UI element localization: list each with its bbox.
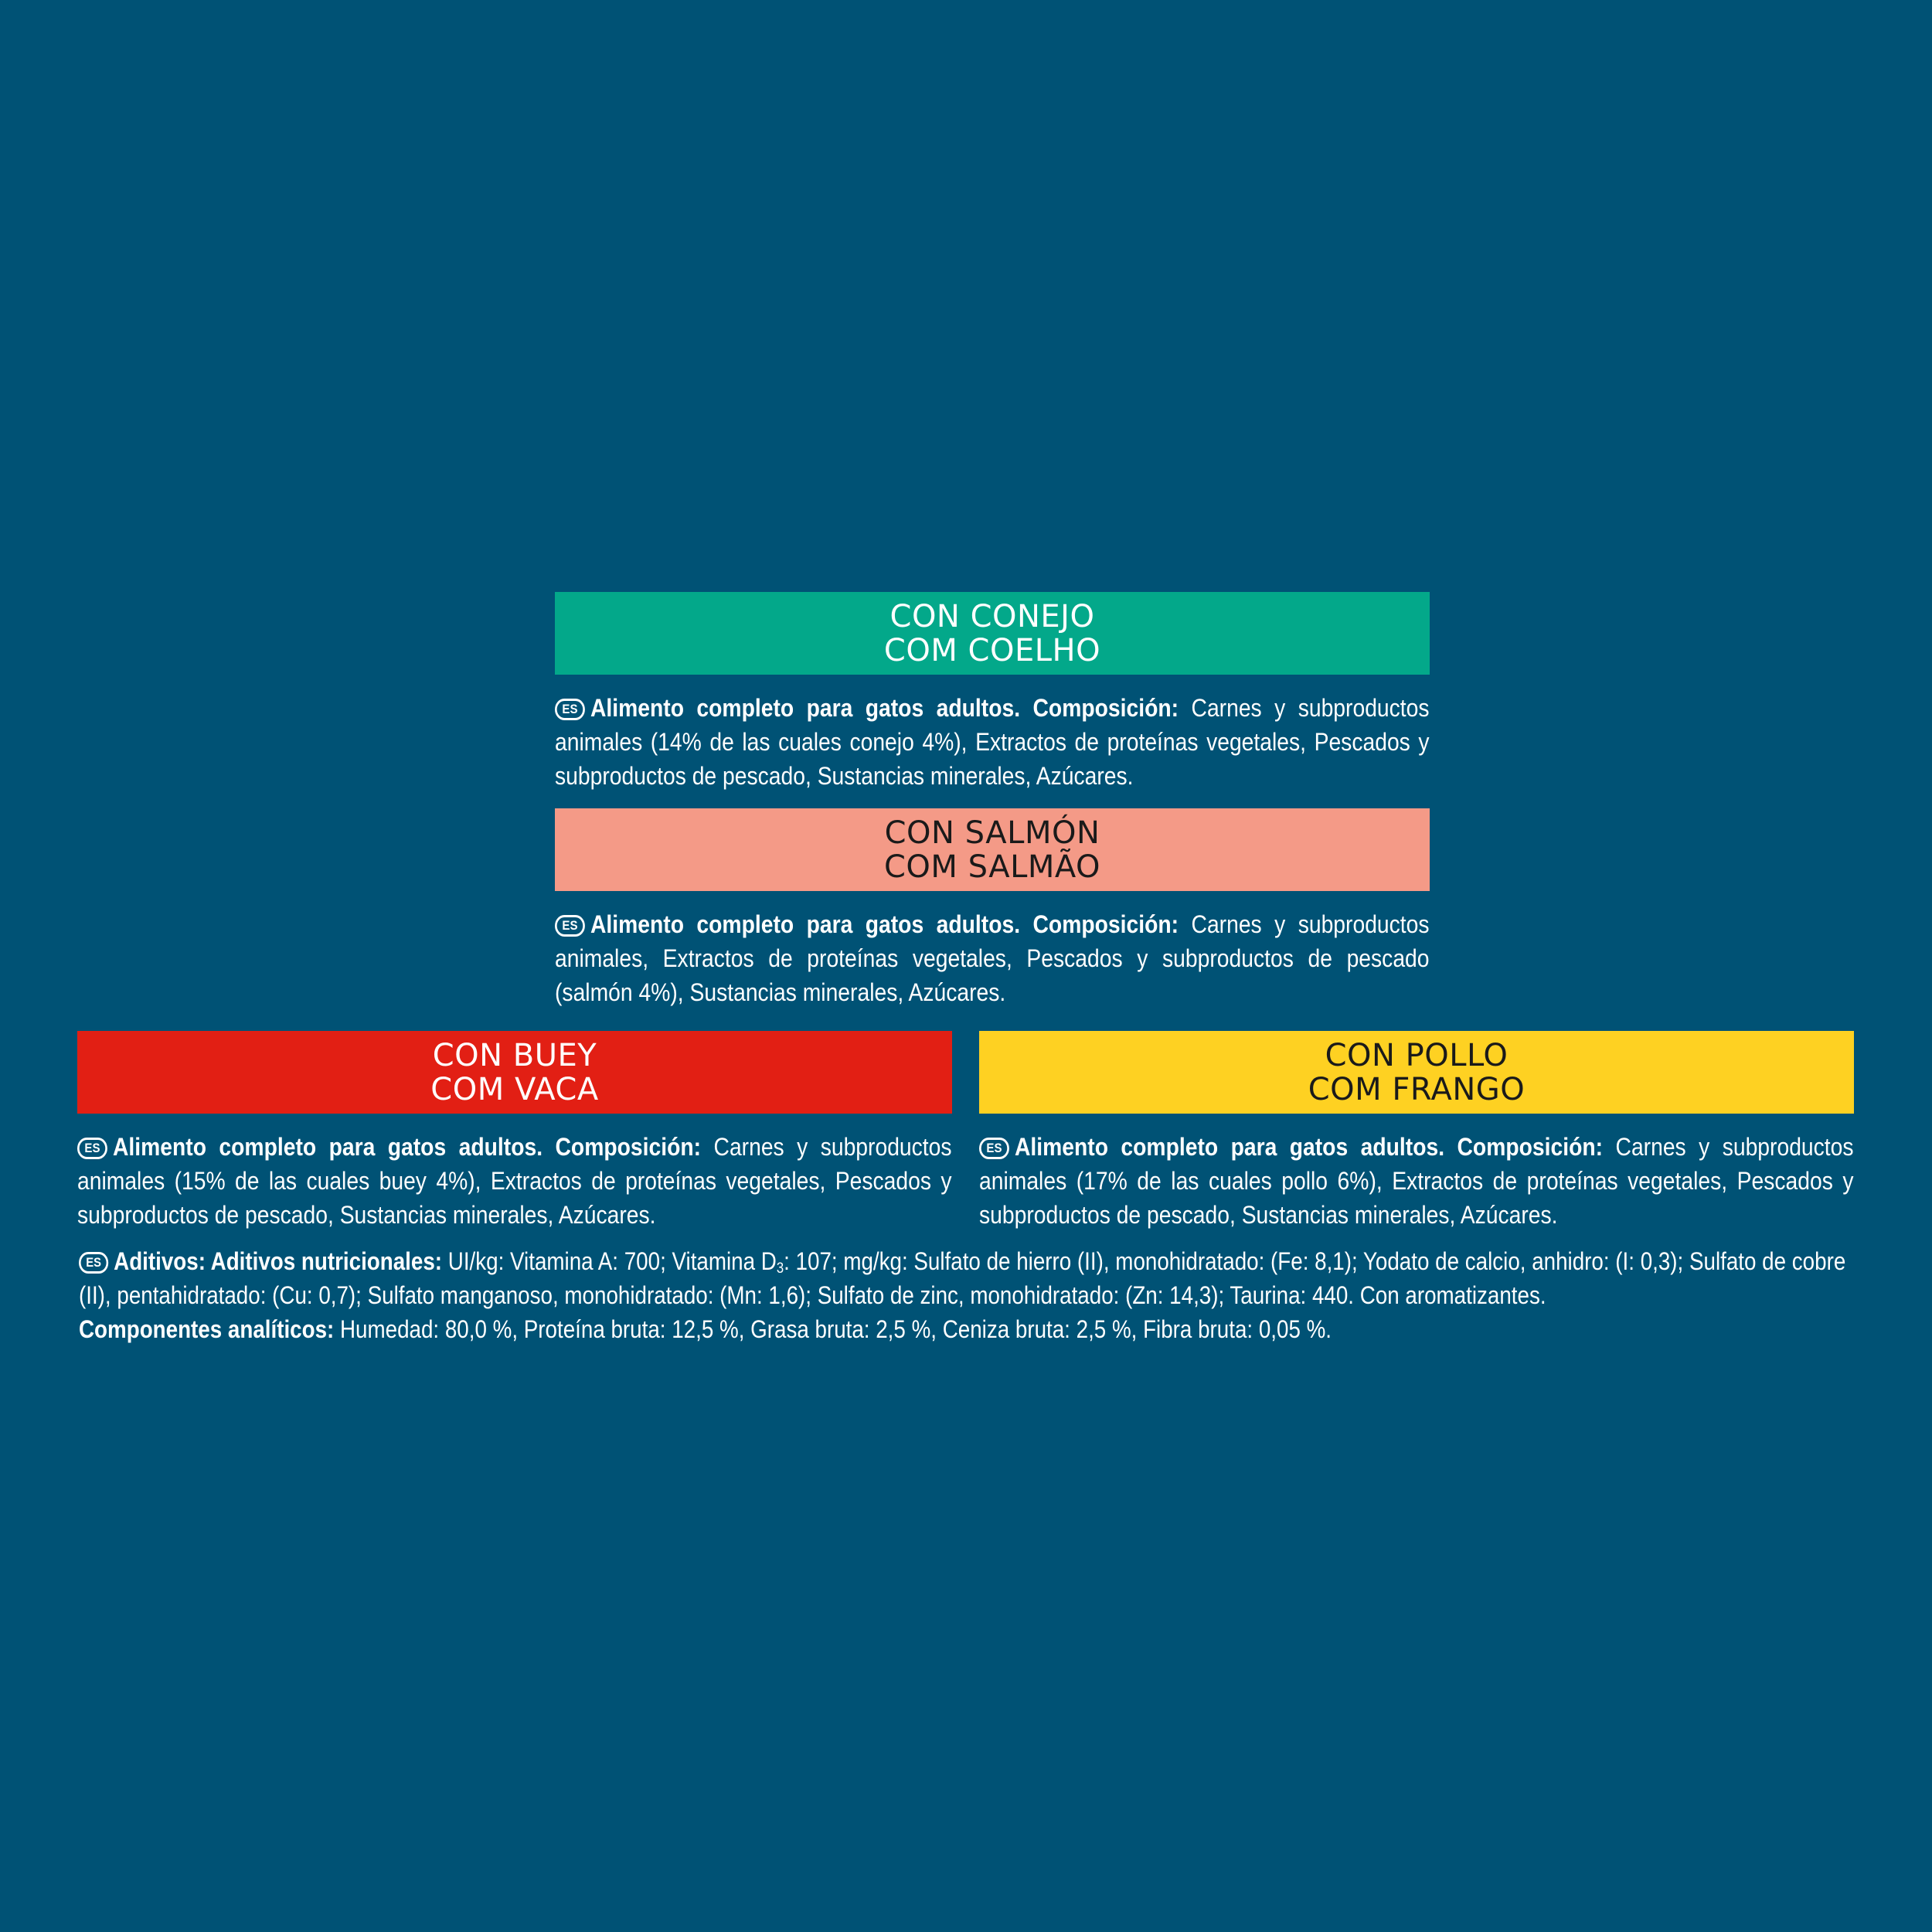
es-language-badge: ES xyxy=(77,1138,107,1159)
es-language-badge: ES xyxy=(79,1252,108,1274)
composition-conejo xyxy=(555,691,1430,793)
additives-text-a: UI/kg: Vitamina A: 700; Vitamina D xyxy=(447,1247,777,1275)
composition-salmon xyxy=(555,907,1430,1009)
analytic-text: Humedad: 80,0 %, Proteína bruta: 12,5 %, Grasa bruta: 2,5 %, Ceniza bruta: 2,5 %, Fibra bruta: 0,05 %. xyxy=(339,1315,1332,1343)
composition-lead: Alimento completo para gatos adultos. Composición: xyxy=(112,1133,702,1161)
banner-salmon-title-pt: COM SALMÃO xyxy=(883,849,1101,885)
banner-salmon xyxy=(555,808,1430,891)
composition-buey xyxy=(77,1130,952,1232)
banner-buey-title-pt: COM VACA xyxy=(430,1071,599,1107)
composition-lead: Alimento completo para gatos adultos. Composición: xyxy=(590,694,1179,722)
banner-conejo xyxy=(555,592,1430,675)
composition-lead: Alimento completo para gatos adultos. Composición: xyxy=(590,910,1179,938)
banner-pollo-title-pt: COM FRANGO xyxy=(1308,1071,1526,1107)
es-language-badge: ES xyxy=(555,699,585,720)
composition-pollo xyxy=(979,1130,1854,1232)
es-language-badge: ES xyxy=(555,915,585,937)
banner-salmon-title-es: CON SALMÓN xyxy=(884,815,1100,851)
additives-section xyxy=(79,1244,1852,1346)
composition-salmon-text: Carnes y subproductos animales, Extractos de proteínas vegetales, Pescados y subproductos de pescado (salmón 4%), Sustancias minerales, Azúcares. xyxy=(555,910,1430,1006)
es-language-badge: ES xyxy=(979,1138,1009,1159)
banner-conejo-title-es: CON CONEJO xyxy=(889,598,1095,634)
composition-conejo-text: Carnes y subproductos animales (14% de las cuales conejo 4%), Extractos de proteínas vegetales, Pescados y subproductos de pescado, Sustancias minerales, Azúcares. xyxy=(555,694,1430,790)
additives-label: Aditivos: Aditivos nutricionales: xyxy=(114,1247,443,1275)
banner-pollo xyxy=(979,1031,1854,1114)
banner-buey xyxy=(77,1031,952,1114)
additives-subscript: 3 xyxy=(776,1260,784,1277)
banner-buey-title-es: CON BUEY xyxy=(432,1037,597,1073)
composition-lead: Alimento completo para gatos adultos. Composición: xyxy=(1014,1133,1604,1161)
additives-text-b: : 107; mg/kg: Sulfato de hierro (II), monohidratado: (Fe: 8,1); Yodato de calcio, anhidro: (I: 0,3); Sulfato de cobre (II), pentahidratado: (Cu: 0,7); Sulfato manganoso, monohidratado: (Mn: 1,6); Sulfato de zinc, monohidratado: (Zn: 14,3); Taurina: 440. Con aromatizantes. xyxy=(79,1247,1846,1309)
analytic-label: Componentes analíticos: xyxy=(79,1315,335,1343)
banner-pollo-title-es: CON POLLO xyxy=(1325,1037,1509,1073)
banner-conejo-title-pt: COM COELHO xyxy=(883,632,1101,668)
composition-buey-text: Carnes y subproductos animales (15% de las cuales buey 4%), Extractos de proteínas vegetales, Pescados y subproductos de pescado, Sustancias minerales, Azúcares. xyxy=(77,1133,952,1229)
composition-pollo-text: Carnes y subproductos animales (17% de las cuales pollo 6%), Extractos de proteínas vegetales, Pescados y subproductos de pescado, Sustancias minerales, Azúcares. xyxy=(979,1133,1854,1229)
